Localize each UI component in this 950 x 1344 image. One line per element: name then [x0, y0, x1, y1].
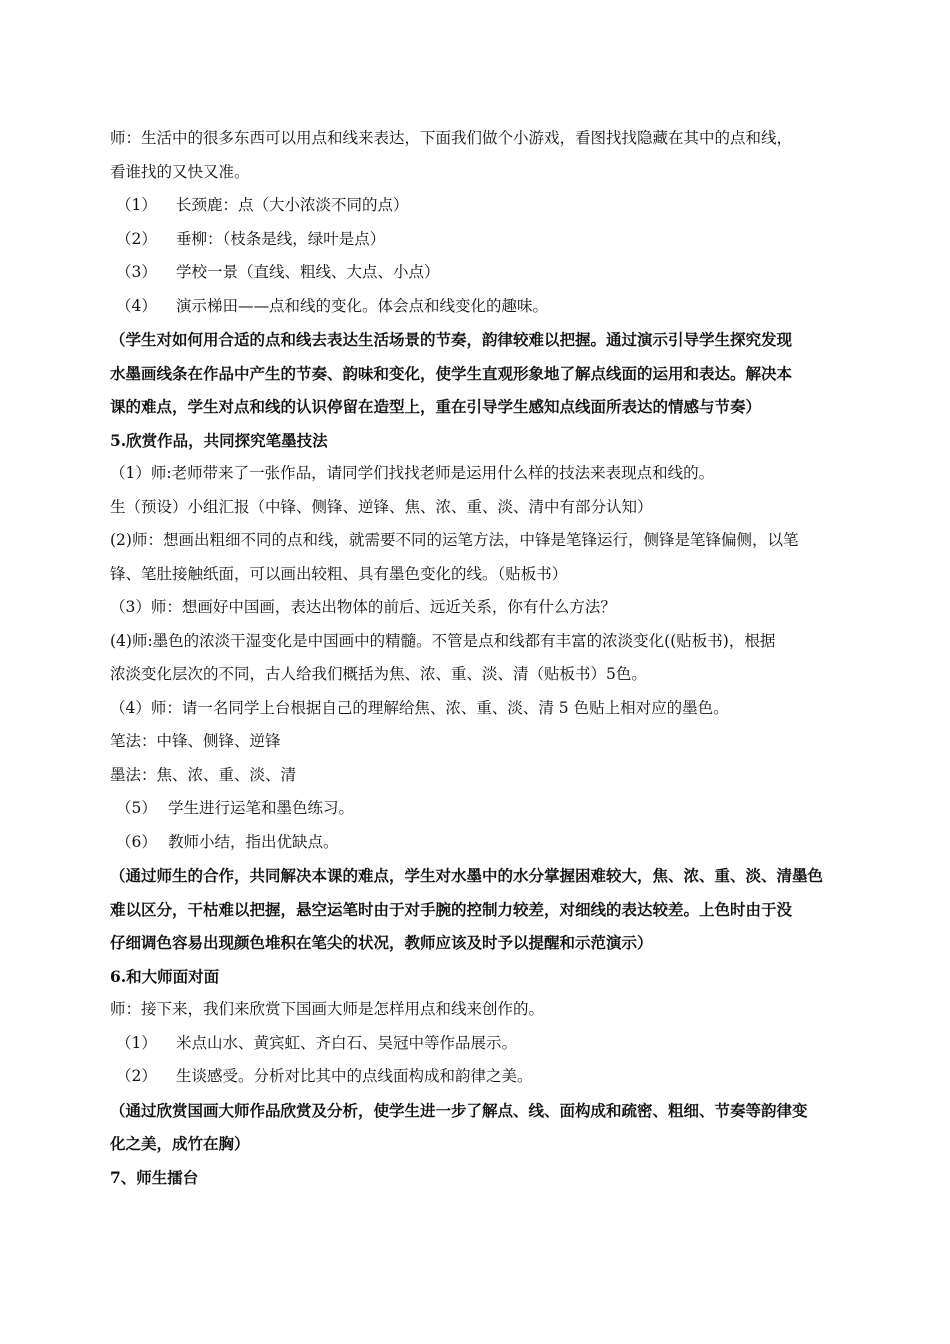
list-number: （5）: [116, 799, 157, 817]
line-text: （通过师生的合作，共同解决本课的难点，学生对水墨中的水分掌握困难较大，焦、浓、重、淡、清墨色: [110, 866, 824, 885]
list-text: 学校一景（直线、粗线、大点、小点）: [176, 263, 440, 281]
line-text: 生（预设）小组汇报（中锋、侧锋、逆锋、焦、浓、重、淡、清中有部分认知）: [110, 497, 653, 516]
line-text: 仔细调色容易出现颜色堆积在笔尖的状况，教师应该及时予以提醒和示范演示）: [110, 933, 653, 952]
list-number: （3）: [116, 263, 157, 281]
line-text: （3）师：想画好中国画，表达出物体的前后、远近关系，你有什么方法？: [110, 598, 616, 616]
line-text: （学生对如何用合适的点和线去表达生活场景的节奏，韵律较难以把握。通过演示引导学生探究发现: [110, 330, 793, 349]
paragraph-line: [110, 725, 840, 759]
annotation-line: [110, 390, 840, 424]
list-text: 生谈感受。分析对比其中的点线面构成和韵律之美。: [176, 1067, 533, 1085]
line-text: （通过欣赏国画大师作品欣赏及分析，使学生进一步了解点、线、面构成和疏密、粗细、节奏等韵律变: [110, 1100, 808, 1120]
paragraph-line: [110, 692, 840, 726]
section-heading: [110, 960, 840, 994]
list-number: （4）: [116, 296, 157, 315]
line-text: 课的难点，学生对点和线的认识停留在造型上，重在引导学生感知点线面所表达的情感与节奏）: [110, 397, 762, 416]
paragraph-line: [110, 491, 840, 525]
heading-text: 7、师生擂台: [110, 1167, 199, 1187]
list-item: [110, 189, 840, 223]
paragraph-line: [110, 591, 840, 625]
list-item: [110, 1027, 840, 1061]
line-text: (4)师:墨色的浓淡干湿变化是中国画中的精髓。不管是点和线都有丰富的浓淡变化((贴板书)，根据: [110, 631, 776, 650]
heading-text: 6.和大师面对面: [110, 966, 220, 986]
annotation-line: [110, 893, 840, 927]
paragraph-line: [110, 558, 840, 592]
list-text: 米点山水、黄宾虹、齐白石、吴冠中等作品展示。: [176, 1033, 518, 1052]
line-text: （1）师:老师带来了一张作品，请同学们找找老师是运用什么样的技法来表现点和线的。: [110, 464, 715, 482]
list-number: （1）: [116, 1033, 157, 1052]
list-number: （2）: [116, 229, 157, 248]
line-text: 笔法：中锋、侧锋、逆锋: [110, 732, 281, 750]
annotation-line: [110, 926, 840, 960]
list-item: [110, 792, 840, 826]
section-heading: [110, 424, 840, 458]
line-text: 师：生活中的很多东西可以用点和线来表达，下面我们做个小游戏，看图找找隐藏在其中的点和线，: [110, 129, 793, 147]
list-item: [110, 1060, 840, 1094]
line-text: （4）师：请一名同学上台根据自己的理解给焦、浓、重、淡、清 5 色贴上相对应的墨色。: [110, 698, 729, 717]
list-number: （1）: [116, 196, 157, 214]
line-text: 看谁找的又快又准。: [110, 162, 250, 181]
list-text: 演示梯田——点和线的变化。体会点和线变化的趣味。: [176, 296, 549, 315]
annotation-line: [110, 357, 840, 391]
list-number: （2）: [116, 1067, 157, 1085]
list-item: [110, 256, 840, 290]
paragraph-line: [110, 658, 840, 692]
line-text: 浓淡变化层次的不同，古人给我们概括为焦、浓、重、淡、清（贴板书）5色。: [110, 665, 647, 683]
annotation-line: [110, 1127, 840, 1161]
list-item: [110, 826, 840, 860]
line-text: 水墨画线条在作品中产生的节奏、韵味和变化，使学生直观形象地了解点线面的运用和表达。解决本: [110, 363, 793, 383]
paragraph-line: [110, 457, 840, 491]
list-number: （6）: [116, 832, 157, 851]
line-text: 难以区分，干枯难以把握，悬空运笔时由于对手腕的控制力较差，对细线的表达较差。上色时由于没: [110, 899, 793, 919]
annotation-line: [110, 1094, 840, 1128]
annotation-line: [110, 323, 840, 357]
annotation-line: [110, 859, 840, 893]
paragraph-line: [110, 156, 840, 190]
line-text: 师：接下来，我们来欣赏下国画大师是怎样用点和线来创作的。: [110, 1000, 545, 1018]
document-page: [110, 122, 840, 1194]
paragraph-line: [110, 625, 840, 659]
list-text: 教师小结，指出优缺点。: [168, 832, 339, 851]
paragraph-line: [110, 524, 840, 558]
section-heading: [110, 1161, 840, 1195]
heading-text: 5.欣赏作品，共同探究笔墨技法: [110, 430, 328, 450]
paragraph-line: [110, 993, 840, 1027]
paragraph-line: [110, 122, 840, 156]
list-text: 长颈鹿：点（大小浓淡不同的点）: [176, 196, 409, 214]
line-text: 锋、笔肚接触纸面，可以画出较粗、具有墨色变化的线。（贴板书）: [110, 564, 568, 583]
line-text: (2)师：想画出粗细不同的点和线，就需要不同的运笔方法，中锋是笔锋运行，侧锋是笔锋偏侧，以笔: [110, 531, 799, 549]
list-text: 垂柳：（枝条是线，绿叶是点）: [176, 229, 386, 248]
list-text: 学生进行运笔和墨色练习。: [168, 799, 355, 817]
line-text: 化之美，成竹在胸）: [110, 1134, 250, 1153]
list-item: [110, 290, 840, 324]
paragraph-line: [110, 759, 840, 793]
list-item: [110, 223, 840, 257]
line-text: 墨法：焦、浓、重、淡、清: [110, 765, 297, 784]
